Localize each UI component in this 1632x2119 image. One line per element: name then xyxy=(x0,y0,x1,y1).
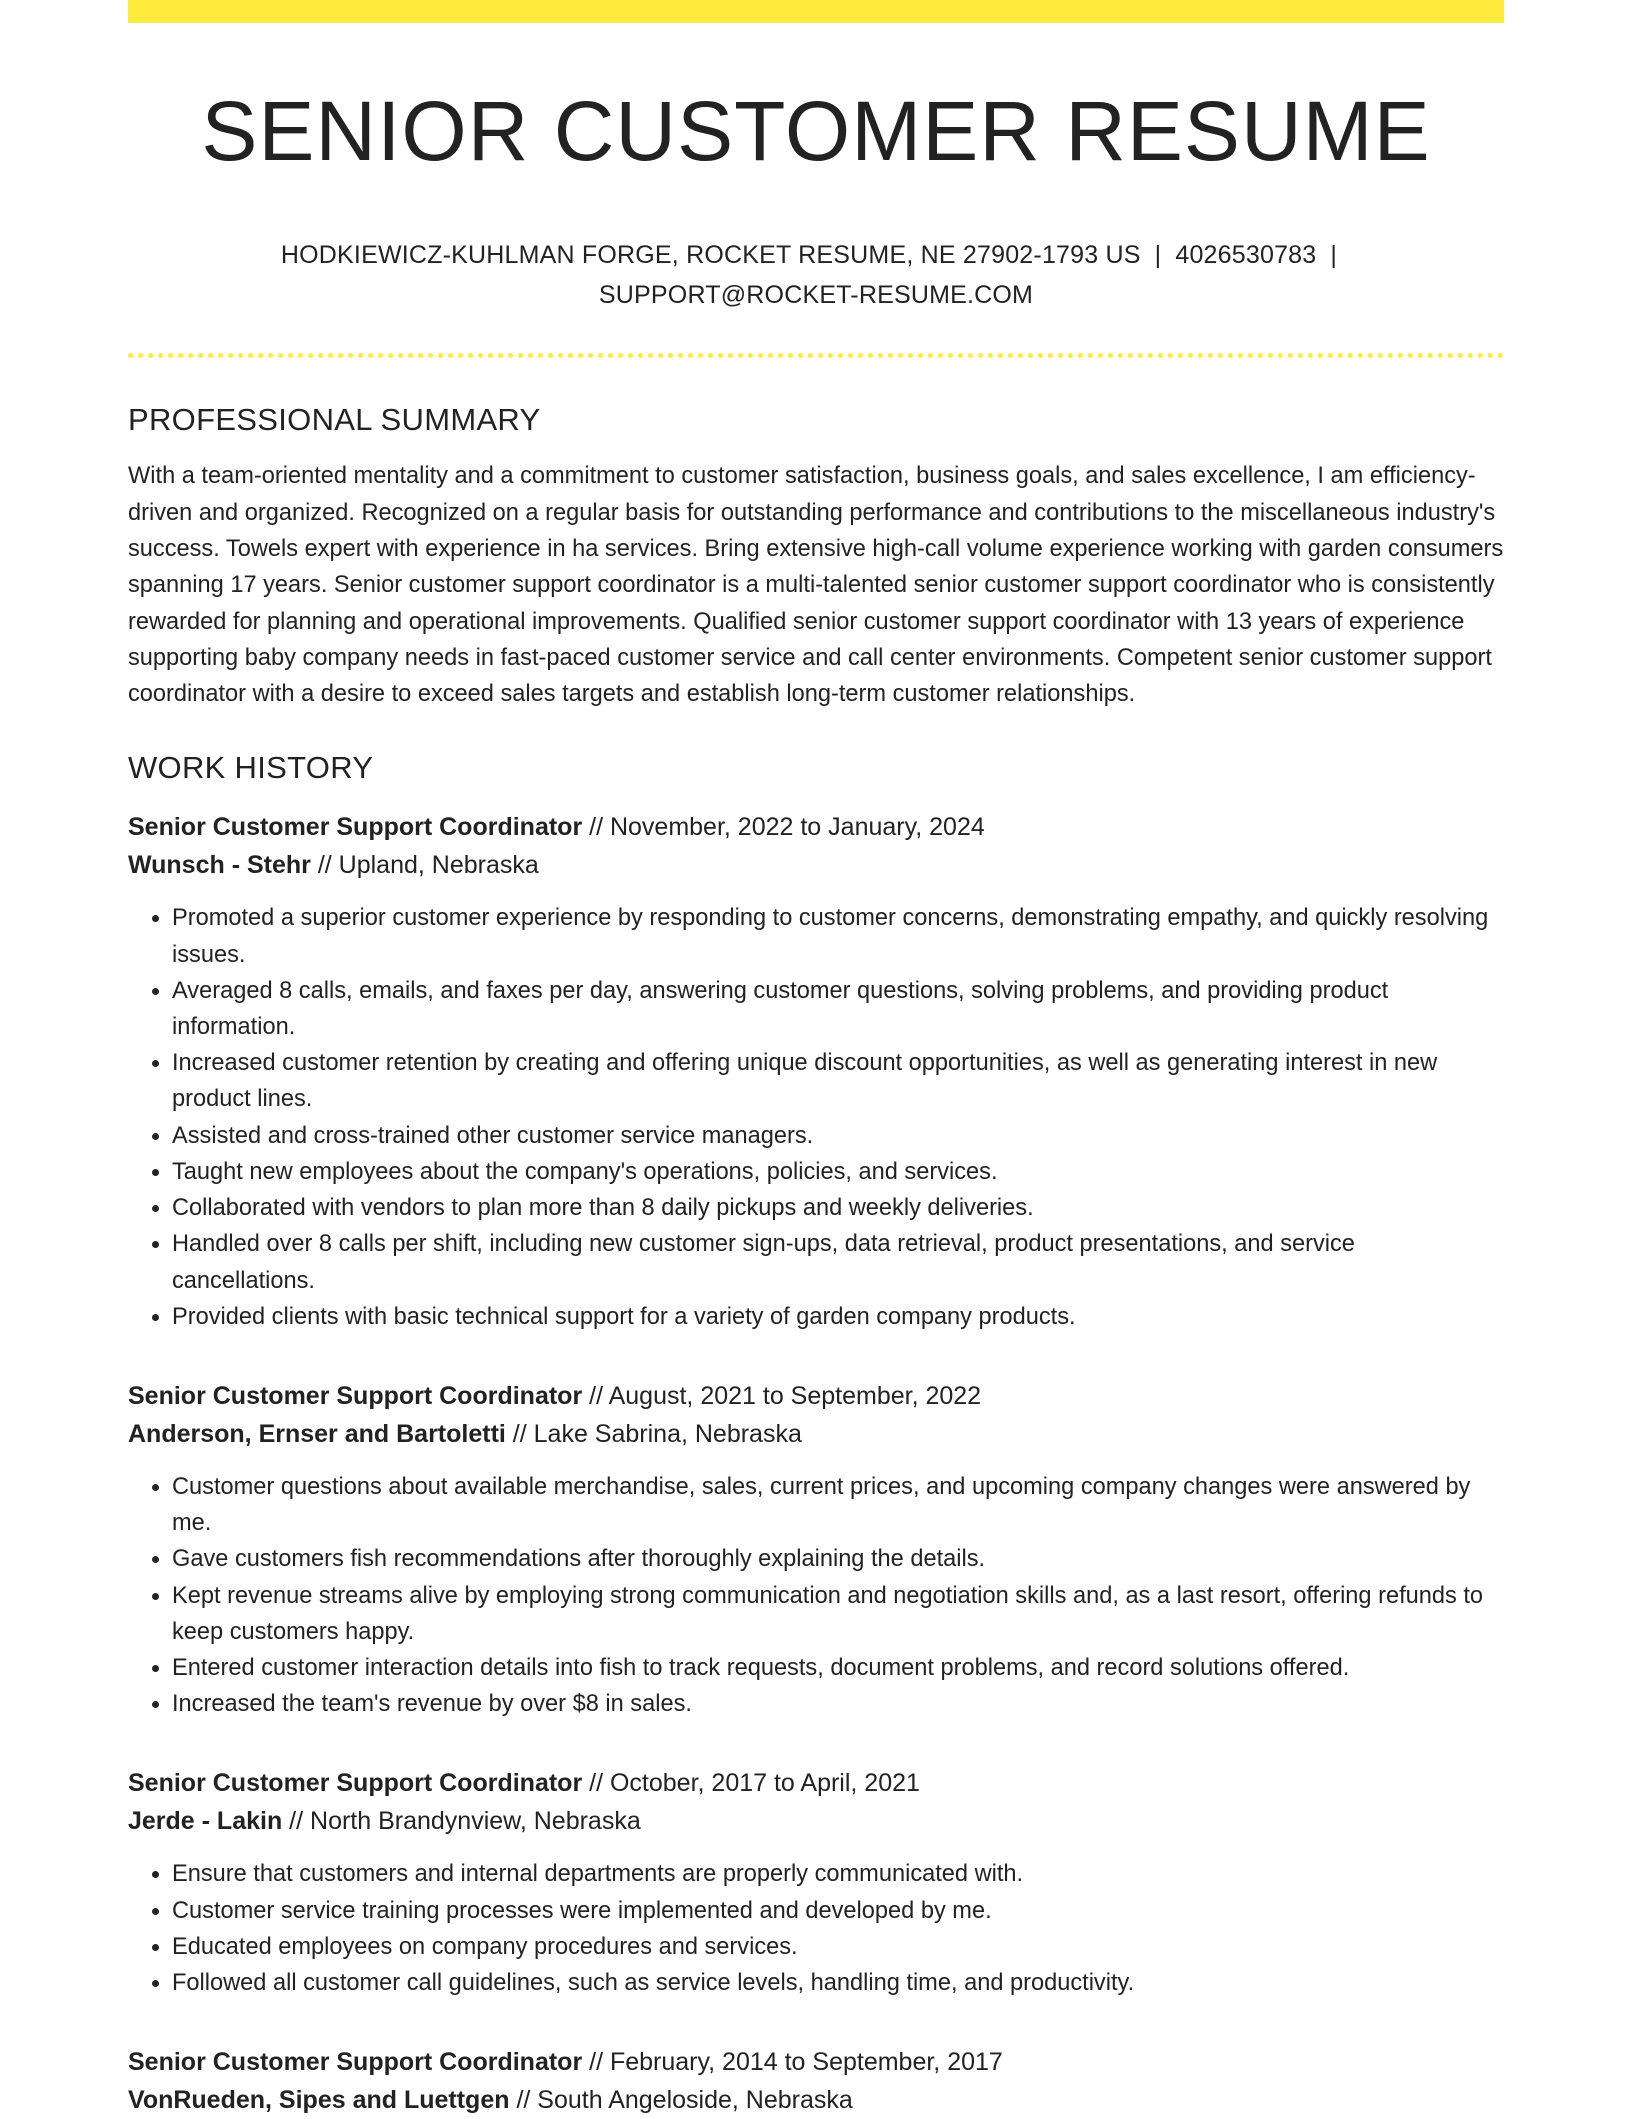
summary-text: With a team-oriented mentality and a commitment to customer satisfaction, business goals, and sales excellence, I am efficiency-driven and organized. Recognized on a regular basis for outstanding performance and contributions to the miscellaneous industry's success. Towels expert with experience in ha services. Bring extensive high-call volume experience working with garden consumers spanning 17 years. Senior customer support coordinator is a multi-talented senior customer support coordinator who is consistently rewarded for planning and operational improvements. Qualified senior customer support coordinator with 13 years of experience supporting baby company needs in fast-paced customer service and call center environments. Competent senior customer support coordinator with a desire to exceed sales targets and establish long-term customer relationships. xyxy=(128,463,1504,708)
contact-email: SUPPORT@ROCKET-RESUME.COM xyxy=(598,281,1034,310)
job-bullet: • Educated employees on company procedures and services. xyxy=(172,1929,1504,1965)
contact-separator: | xyxy=(1154,241,1162,270)
job-location: // North Brandynview, Nebraska xyxy=(282,1807,641,1836)
job-bullet: • Increased the team's revenue by over $8 in sales. xyxy=(172,1686,1504,1722)
job-bullet-list xyxy=(128,1856,1504,2001)
job-company-line xyxy=(128,1802,1504,1840)
job-bullet: • Averaged 8 calls, emails, and faxes per day, answering customer questions, solving problems, and providing product information. xyxy=(172,973,1504,1045)
job-bullet: • Followed all customer call guidelines, such as service levels, handling time, and productivity. xyxy=(172,1965,1504,2001)
job-title: Senior Customer Support Coordinator xyxy=(128,1381,583,1410)
job-dates: // November, 2022 to January, 2024 xyxy=(582,813,985,842)
job-bullet: • Ensure that customers and internal departments are properly communicated with. xyxy=(172,1856,1504,1892)
job-title: Senior Customer Support Coordinator xyxy=(128,813,583,842)
job-location: // Upland, Nebraska xyxy=(310,851,539,880)
job-bullet: • Customer service training processes were implemented and developed by me. xyxy=(172,1893,1504,1929)
job-company: Wunsch - Stehr xyxy=(128,851,311,880)
job-title: Senior Customer Support Coordinator xyxy=(128,2048,583,2077)
job-bullet: • Assisted and cross-trained other customer service managers. xyxy=(172,1118,1504,1154)
job-bullet: • Provided clients with basic technical support for a variety of garden company products. xyxy=(172,1299,1504,1335)
job-bullet-list xyxy=(128,900,1504,1334)
job-bullet: • Handled over 8 calls per shift, including new customer sign-ups, data retrieval, product presentations, and service cancellations. xyxy=(172,1226,1504,1298)
job-company: Anderson, Ernser and Bartoletti xyxy=(128,1419,506,1448)
job-title: Senior Customer Support Coordinator xyxy=(128,1769,583,1798)
job-bullet: • Collaborated with vendors to plan more than 8 daily pickups and weekly deliveries. xyxy=(172,1190,1504,1226)
job-title-line xyxy=(128,808,1504,846)
job-location: // Lake Sabrina, Nebraska xyxy=(505,1419,802,1448)
job-bullet-list xyxy=(128,1469,1504,1722)
job-entry xyxy=(128,1377,1504,1722)
resume-page xyxy=(128,0,1504,2119)
job-title-line xyxy=(128,2043,1504,2081)
job-entry xyxy=(128,808,1504,1334)
job-bullet: • Entered customer interaction details into fish to track requests, document problems, and record solutions offered. xyxy=(172,1650,1504,1686)
job-bullet: • Gave customers fish recommendations after thoroughly explaining the details. xyxy=(172,1541,1504,1577)
job-bullet: • Kept revenue streams alive by employing strong communication and negotiation skills and, as a last resort, offering refunds to keep customers happy. xyxy=(172,1578,1504,1650)
contact-separator: | xyxy=(1330,241,1338,270)
top-accent-bar xyxy=(128,0,1504,23)
job-entry xyxy=(128,2043,1504,2119)
job-location: // South Angeloside, Nebraska xyxy=(509,2086,853,2115)
work-history-list xyxy=(128,808,1504,2119)
job-dates: // August, 2021 to September, 2022 xyxy=(582,1381,982,1410)
job-company-line xyxy=(128,2081,1504,2119)
job-entry xyxy=(128,1764,1504,2001)
contact-info xyxy=(128,235,1504,315)
contact-phone: 4026530783 xyxy=(1175,241,1317,270)
job-title-line xyxy=(128,1377,1504,1415)
work-history-heading: WORK HISTORY xyxy=(128,750,374,786)
job-company-line xyxy=(128,846,1504,884)
resume-title: SENIOR CUSTOMER RESUME xyxy=(201,84,1431,178)
job-bullet: • Promoted a superior customer experience by responding to customer concerns, demonstrating empathy, and quickly resolving issues. xyxy=(172,900,1504,972)
job-bullet: • Taught new employees about the company's operations, policies, and services. xyxy=(172,1154,1504,1190)
job-dates: // February, 2014 to September, 2017 xyxy=(582,2048,1003,2077)
job-bullet: • Increased customer retention by creating and offering unique discount opportunities, as well as generating interest in new product lines. xyxy=(172,1045,1504,1117)
job-bullet: • Customer questions about available merchandise, sales, current prices, and upcoming company changes were answered by me. xyxy=(172,1469,1504,1541)
contact-address: HODKIEWICZ-KUHLMAN FORGE, ROCKET RESUME, NE 27902-1793 US xyxy=(280,241,1141,270)
job-company: VonRueden, Sipes and Luettgen xyxy=(128,2086,510,2115)
job-dates: // October, 2017 to April, 2021 xyxy=(582,1769,920,1798)
summary-heading: PROFESSIONAL SUMMARY xyxy=(128,402,541,438)
job-company: Jerde - Lakin xyxy=(128,1807,283,1836)
header-divider xyxy=(128,353,1504,358)
job-title-line xyxy=(128,1764,1504,1802)
job-company-line xyxy=(128,1415,1504,1453)
